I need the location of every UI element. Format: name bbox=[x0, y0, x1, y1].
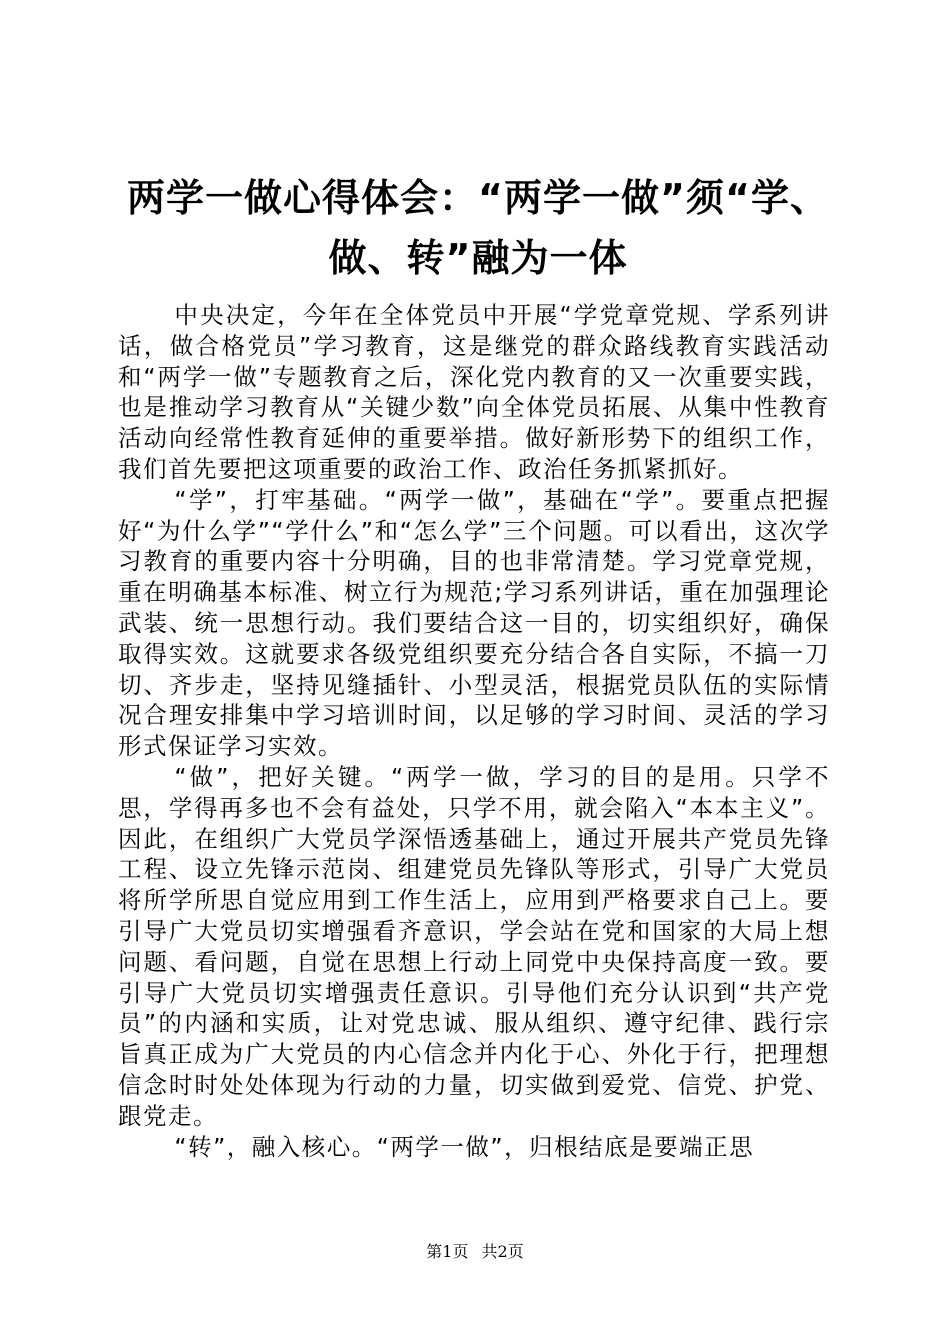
paragraph: “学”，打牢基础。“两学一做”，基础在“学”。要重点把握好“为什么学”“学什么”和“怎么学”三个问题。可以看出，这次学习教育的重要内容十分明确，目的也非常清楚。学习党章党规，重在明确基本标准、树立行为规范;学习系列讲话，重在加强理论武装、统一思想行动。我们要结合这一目的，切实组织好，确保取得实效。这就要求各级党组织要充分结合各自实际，不搞一刀切、齐步走，坚持见缝插针、小型灵活，根据党员队伍的实际情况合理安排集中学习培训时间，以足够的学习时间、灵活的学习形式保证学习实效。 bbox=[118, 485, 830, 761]
paragraph: 中央决定，今年在全体党员中开展“学党章党规、学系列讲话，做合格党员”学习教育，这是继党的群众路线教育实践活动和“两学一做”专题教育之后，深化党内教育的又一次重要实践，也是推动学习教育从“关键少数”向全体党员拓展、从集中性教育活动向经常性教育延伸的重要举措。做好新形势下的组织工作，我们首先要把这项重要的政治工作、政治任务抓紧抓好。 bbox=[118, 301, 830, 483]
page-number: 第1页 bbox=[426, 1242, 469, 1261]
paragraph: “做”，把好关键。“两学一做，学习的目的是用。只学不思，学得再多也不会有益处，只学不用，就会陷入“本本主义”。因此，在组织广大党员学深悟透基础上，通过开展共产党员先锋工程、设立先锋示范岗、组建党员先锋队等形式，引导广大党员将所学所思自觉应用到工作生活上，应用到严格要求自己上。要引导广大党员切实增强看齐意识，学会站在党和国家的大局上想问题、看问题，自觉在思想上行动上同党中央保持高度一致。要引导广大党员切实增强责任意识。引导他们充分认识到“共产党员”的内涵和实质，让对党忠诚、服从组织、遵守纪律、践行宗旨真正成为广大党员的内心信念并内化于心、外化于行，把理想信念时时处处体现为行动的力量，切实做到爱党、信党、护党、跟党走。 bbox=[118, 762, 830, 1130]
page-footer bbox=[0, 1240, 950, 1264]
paragraph: “转”，融入核心。“两学一做”，归根结底是要端正思 bbox=[174, 1132, 755, 1161]
document-body bbox=[118, 300, 830, 1162]
document-title: 两学一做心得体会：“两学一做”须“学、做、转”融为一体 bbox=[127, 176, 829, 280]
page-total: 共2页 bbox=[481, 1242, 524, 1261]
